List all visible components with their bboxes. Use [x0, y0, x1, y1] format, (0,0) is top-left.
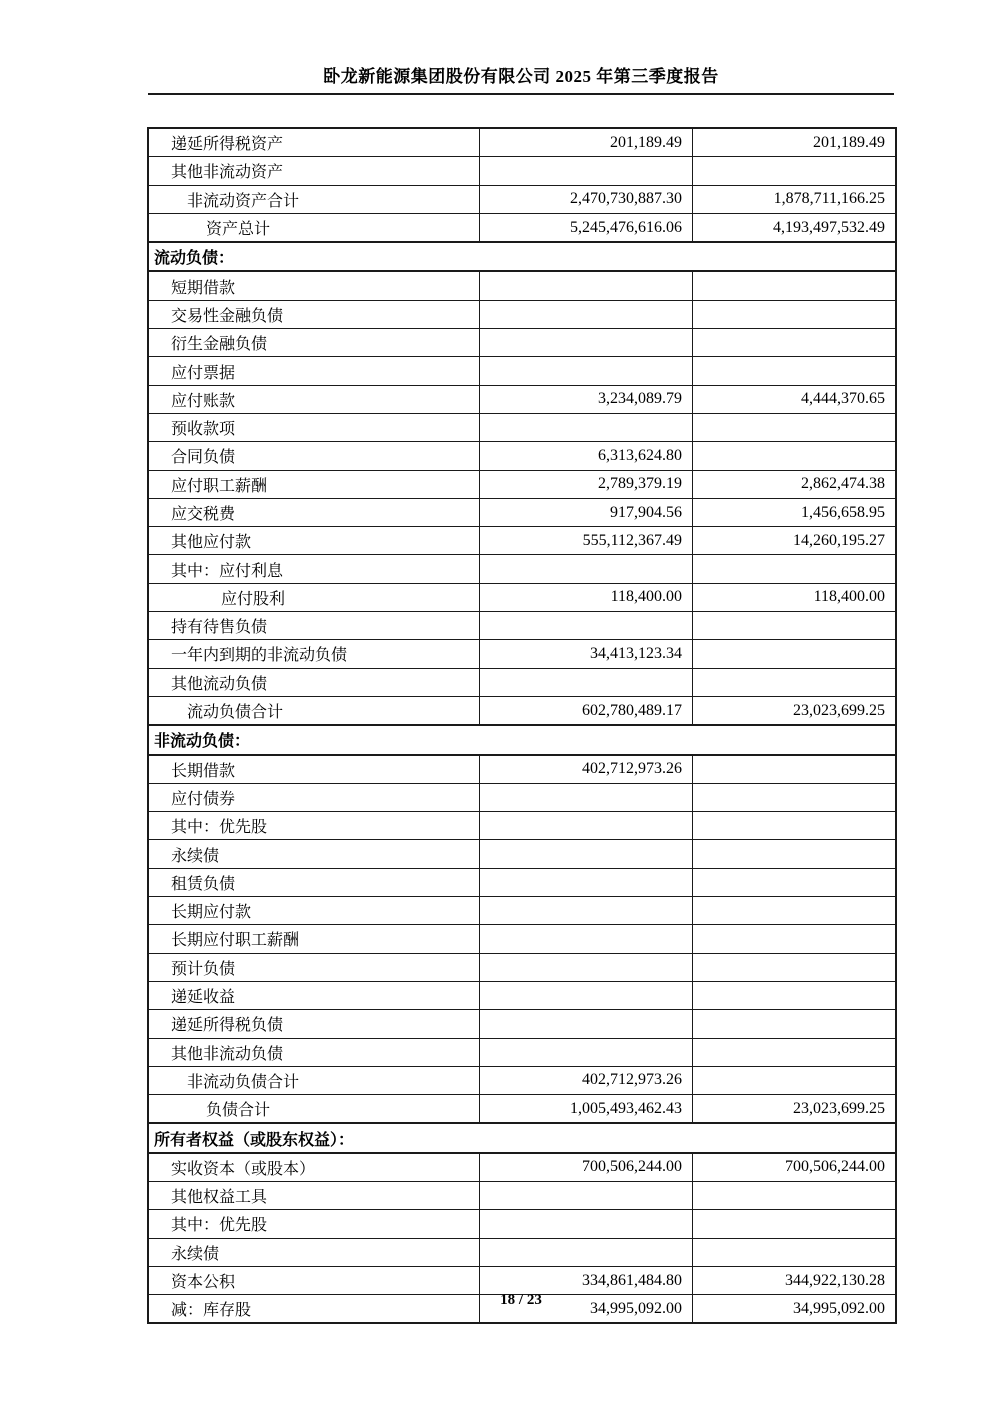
table-row: [149, 611, 895, 639]
table-row: [149, 839, 895, 867]
amount-current: 402,712,973.26: [479, 756, 692, 783]
row-label: 流动负债合计: [187, 704, 284, 722]
row-label: 递延收益: [171, 989, 236, 1007]
row-label: 负债合计: [206, 1102, 271, 1120]
table-row: [149, 385, 895, 413]
balance-sheet-table: [147, 127, 897, 1324]
row-label: 递延所得税负债: [171, 1017, 284, 1035]
table-row: [149, 756, 895, 783]
amount-prior: 1,878,711,166.25: [692, 186, 895, 213]
table-row: [149, 213, 895, 241]
header-divider: [148, 93, 894, 95]
amount-current: [479, 897, 692, 924]
amount-current: 2,470,730,887.30: [479, 186, 692, 213]
amount-current: 602,780,489.17: [479, 697, 692, 724]
amount-prior: [692, 840, 895, 867]
table-row: [149, 668, 895, 696]
row-label: 永续债: [171, 847, 220, 865]
row-label: 持有待售负债: [171, 619, 268, 637]
row-label: 非流动负债：: [154, 733, 251, 751]
row-label: 长期应付职工薪酬: [171, 932, 300, 950]
amount-prior: [692, 982, 895, 1009]
section-header-row: [149, 241, 895, 272]
row-label: 其中：应付利息: [171, 562, 284, 580]
table-row: [149, 1154, 895, 1181]
row-label: 其中：优先股: [171, 1217, 268, 1235]
amount-current: [479, 925, 692, 952]
row-label: 递延所得税资产: [171, 136, 284, 154]
amount-current: [479, 840, 692, 867]
table-row: [149, 554, 895, 582]
amount-prior: [692, 669, 895, 696]
amount-current: 6,313,624.80: [479, 442, 692, 469]
table-row: [149, 1094, 895, 1122]
amount-prior: [692, 897, 895, 924]
table-row: [149, 156, 895, 184]
amount-prior: [692, 869, 895, 896]
amount-prior: 4,193,497,532.49: [692, 214, 895, 241]
row-label: 预收款项: [171, 421, 236, 439]
amount-current: 334,861,484.80: [479, 1267, 692, 1294]
amount-prior: [692, 301, 895, 328]
amount-prior: [692, 954, 895, 981]
row-label: 应付职工薪酬: [171, 477, 268, 495]
table-row: [149, 328, 895, 356]
table-row: [149, 811, 895, 839]
row-label: 其他权益工具: [171, 1189, 268, 1207]
table-row: [149, 1009, 895, 1037]
amount-current: [479, 272, 692, 299]
row-label: 一年内到期的非流动负债: [171, 647, 348, 665]
row-label: 应付票据: [171, 364, 236, 382]
amount-prior: [692, 640, 895, 667]
table-row: [149, 924, 895, 952]
amount-current: 2,789,379.19: [479, 471, 692, 498]
amount-prior: 23,023,699.25: [692, 1095, 895, 1122]
amount-current: 34,413,123.34: [479, 640, 692, 667]
row-label: 非流动负债合计: [187, 1073, 300, 1091]
amount-prior: [692, 442, 895, 469]
amount-current: [479, 329, 692, 356]
row-label: 其他非流动资产: [171, 164, 284, 182]
amount-prior: [692, 812, 895, 839]
row-label: 永续债: [171, 1245, 220, 1263]
row-label: 其他流动负债: [171, 675, 268, 693]
table-row: [149, 1066, 895, 1094]
amount-current: 1,005,493,462.43: [479, 1095, 692, 1122]
amount-current: [479, 1239, 692, 1266]
page-header: [148, 66, 894, 95]
amount-current: [479, 357, 692, 384]
amount-prior: [692, 555, 895, 582]
amount-prior: [692, 925, 895, 952]
table-row: [149, 1181, 895, 1209]
amount-current: [479, 1039, 692, 1066]
table-row: [149, 896, 895, 924]
table-row: [149, 300, 895, 328]
amount-prior: 1,456,658.95: [692, 499, 895, 526]
section-header-row: [149, 1122, 895, 1153]
table-row: [149, 868, 895, 896]
amount-prior: [692, 1239, 895, 1266]
table-row: [149, 953, 895, 981]
row-label: 资本公积: [171, 1274, 236, 1292]
table-row: [149, 981, 895, 1009]
amount-current: [479, 414, 692, 441]
row-label: 长期应付款: [171, 904, 252, 922]
amount-prior: [692, 414, 895, 441]
row-label: 所有者权益（或股东权益）：: [154, 1131, 355, 1149]
row-label: 合同负债: [171, 449, 236, 467]
amount-prior: 4,444,370.65: [692, 386, 895, 413]
row-label: 长期借款: [171, 762, 236, 780]
table-row: [149, 1266, 895, 1294]
amount-current: [479, 1010, 692, 1037]
row-label: 实收资本（或股本）: [171, 1160, 316, 1178]
amount-prior: [692, 756, 895, 783]
table-row: [149, 129, 895, 156]
row-label: 其他应付款: [171, 534, 252, 552]
amount-current: 555,112,367.49: [479, 527, 692, 554]
row-label: 流动负债：: [154, 250, 235, 268]
row-label: 交易性金融负债: [171, 307, 284, 325]
table-row: [149, 356, 895, 384]
table-row: [149, 526, 895, 554]
row-label: 应付债券: [171, 790, 236, 808]
amount-prior: 118,400.00: [692, 584, 895, 611]
amount-prior: [692, 1067, 895, 1094]
amount-prior: [692, 784, 895, 811]
amount-current: [479, 157, 692, 184]
amount-current: [479, 301, 692, 328]
amount-current: 34,995,092.00: [479, 1295, 692, 1322]
table-row: [149, 470, 895, 498]
table-row: [149, 1038, 895, 1066]
amount-prior: [692, 1010, 895, 1037]
amount-prior: [692, 1210, 895, 1237]
table-row: [149, 696, 895, 724]
table-row: [149, 185, 895, 213]
row-label: 衍生金融负债: [171, 336, 268, 354]
amount-current: [479, 555, 692, 582]
amount-prior: 34,995,092.00: [692, 1295, 895, 1322]
amount-current: [479, 612, 692, 639]
amount-prior: [692, 157, 895, 184]
section-header-row: [149, 724, 895, 755]
amount-prior: 23,023,699.25: [692, 697, 895, 724]
table-row: [149, 1238, 895, 1266]
amount-prior: [692, 329, 895, 356]
table-row: [149, 441, 895, 469]
table-row: [149, 583, 895, 611]
row-label: 应付账款: [171, 392, 236, 410]
table-row: [149, 1209, 895, 1237]
row-label: 其中：优先股: [171, 819, 268, 837]
amount-prior: 700,506,244.00: [692, 1154, 895, 1181]
row-label: 预计负债: [171, 960, 236, 978]
amount-current: [479, 982, 692, 1009]
row-label: 减：库存股: [171, 1302, 252, 1320]
table-row: [149, 639, 895, 667]
amount-prior: [692, 1182, 895, 1209]
amount-current: [479, 1210, 692, 1237]
table-row: [149, 413, 895, 441]
row-label: 其他非流动负债: [171, 1045, 284, 1063]
amount-current: [479, 784, 692, 811]
amount-current: [479, 669, 692, 696]
amount-prior: [692, 612, 895, 639]
amount-current: 700,506,244.00: [479, 1154, 692, 1181]
amount-current: 402,712,973.26: [479, 1067, 692, 1094]
amount-current: 201,189.49: [479, 129, 692, 156]
row-label: 租赁负债: [171, 875, 236, 893]
table-row: [149, 498, 895, 526]
row-label: 短期借款: [171, 279, 236, 297]
amount-prior: 14,260,195.27: [692, 527, 895, 554]
amount-prior: 344,922,130.28: [692, 1267, 895, 1294]
amount-prior: [692, 1039, 895, 1066]
amount-prior: 2,862,474.38: [692, 471, 895, 498]
table-row: [149, 272, 895, 299]
amount-current: 118,400.00: [479, 584, 692, 611]
amount-current: [479, 812, 692, 839]
page-number: 18 / 23: [500, 1292, 542, 1308]
amount-current: [479, 954, 692, 981]
amount-prior: 201,189.49: [692, 129, 895, 156]
row-label: 应付股利: [221, 590, 286, 608]
amount-current: [479, 869, 692, 896]
table-row: [149, 783, 895, 811]
amount-prior: [692, 357, 895, 384]
row-label: 资产总计: [206, 221, 271, 239]
amount-current: 3,234,089.79: [479, 386, 692, 413]
amount-current: 917,904.56: [479, 499, 692, 526]
row-label: 应交税费: [171, 506, 236, 523]
amount-current: 5,245,476,616.06: [479, 214, 692, 241]
report-title: 卧龙新能源集团股份有限公司 2025 年第三季度报告: [323, 67, 719, 86]
amount-current: [479, 1182, 692, 1209]
amount-prior: [692, 272, 895, 299]
row-label: 非流动资产合计: [187, 192, 300, 210]
